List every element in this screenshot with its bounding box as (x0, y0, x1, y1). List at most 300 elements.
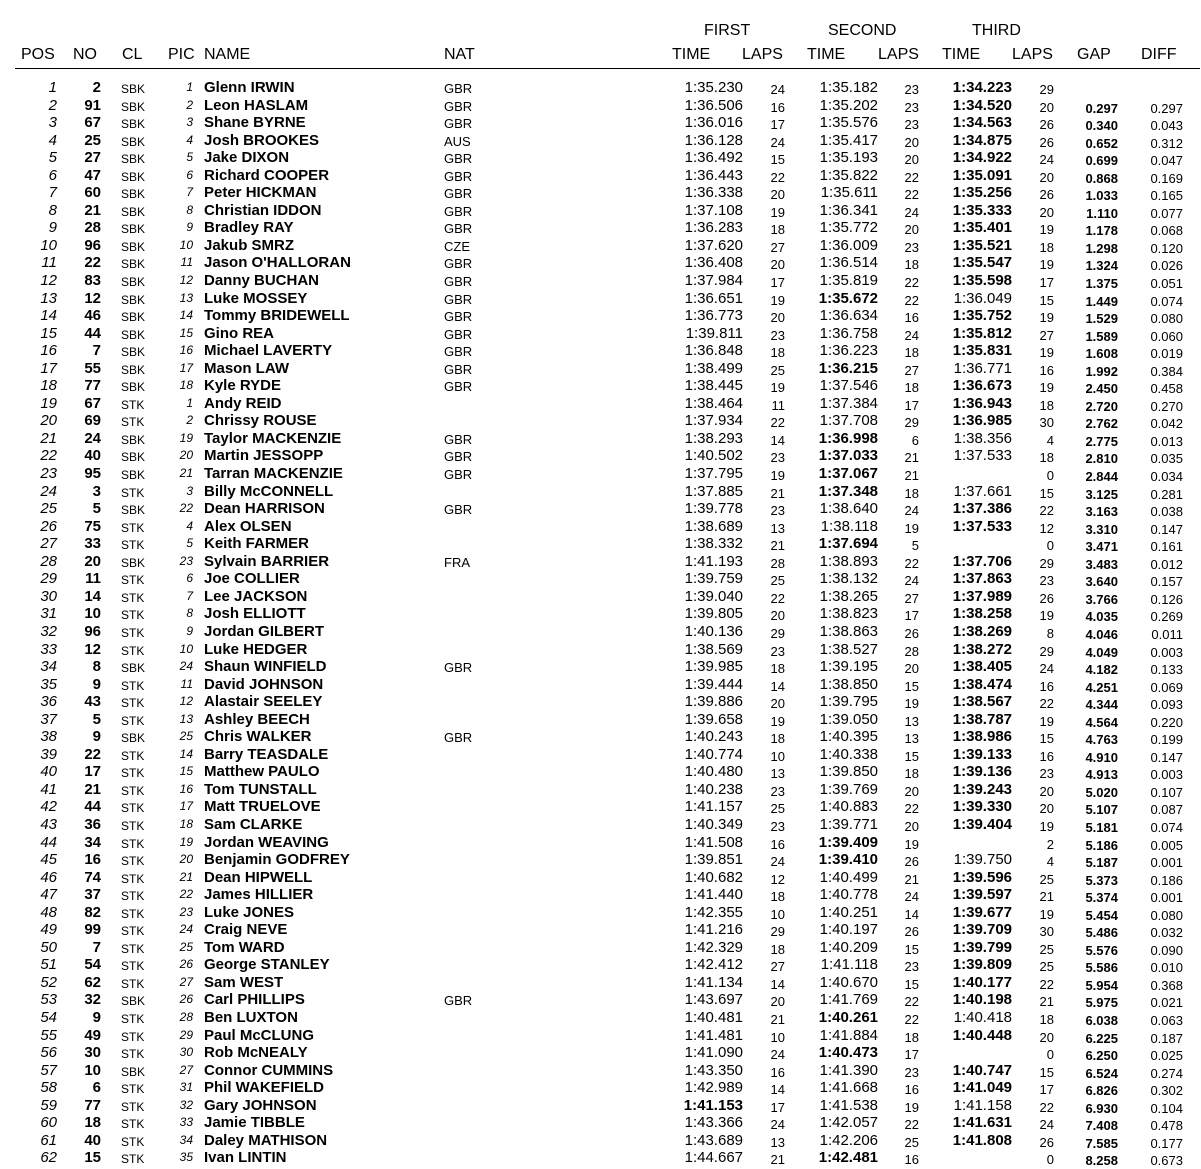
third-time: 1:39.750 (953, 851, 1012, 869)
second-laps: 22 (904, 801, 919, 817)
rider-name: Matthew PAULO (204, 763, 320, 781)
second-time: 1:40.670 (819, 973, 878, 991)
diff-cell: 0.003 (1150, 767, 1183, 783)
first-time: 1:43.350 (684, 1061, 743, 1079)
second-time: 1:37.033 (818, 447, 878, 465)
number-cell: 2 (92, 79, 101, 96)
pos-cell: 38 (40, 728, 57, 746)
second-time: 1:41.538 (819, 1096, 878, 1114)
rider-name: Tommy BRIDEWELL (204, 307, 350, 325)
first-time: 1:39.778 (684, 500, 743, 518)
table-row (0, 588, 1201, 606)
gap-cell: 1.608 (1085, 346, 1118, 362)
table-row (0, 290, 1201, 308)
diff-cell: 0.220 (1150, 714, 1183, 730)
number-cell: 82 (84, 903, 101, 921)
rider-name: Tom TUNSTALL (204, 780, 317, 798)
gap-cell: 1.033 (1085, 188, 1118, 204)
number-cell: 20 (84, 552, 101, 570)
diff-cell: 0.068 (1150, 223, 1183, 239)
first-laps: 13 (770, 1134, 785, 1150)
gap-cell: 5.186 (1085, 837, 1118, 853)
table-row (0, 342, 1201, 360)
table-row (0, 921, 1201, 939)
third-laps: 15 (1039, 731, 1054, 747)
third-laps: 15 (1039, 292, 1054, 308)
gap-cell: 1.375 (1085, 276, 1118, 292)
second-time: 1:38.863 (819, 622, 878, 640)
pos-cell: 32 (40, 622, 57, 640)
table-row (0, 816, 1201, 834)
second-time: 1:40.395 (819, 728, 878, 746)
gap-cell: 3.766 (1085, 591, 1118, 607)
third-time: 1:39.597 (952, 886, 1012, 904)
first-laps: 23 (770, 450, 785, 466)
third-laps: 8 (1046, 625, 1054, 641)
pos-cell: 48 (40, 903, 57, 921)
number-cell: 9 (92, 1008, 101, 1026)
first-laps: 24 (770, 82, 785, 97)
third-time: 1:40.418 (953, 1008, 1012, 1026)
pic-cell: 27 (179, 1062, 193, 1077)
class-cell: STK (121, 783, 145, 798)
gap-cell: 3.471 (1085, 539, 1118, 555)
table-row (0, 1062, 1201, 1080)
first-laps: 13 (770, 520, 785, 536)
first-time: 1:42.412 (684, 956, 743, 974)
diff-cell: 0.001 (1150, 855, 1183, 871)
nationality-cell: GBR (444, 431, 473, 447)
number-cell: 77 (84, 377, 101, 395)
gap-cell: 2.720 (1085, 398, 1118, 414)
number-cell: 9 (92, 728, 101, 746)
class-cell: SBK (121, 275, 146, 290)
second-laps: 13 (904, 731, 919, 747)
gap-cell: 6.930 (1085, 1100, 1118, 1116)
number-cell: 75 (84, 517, 101, 535)
second-time: 1:35.576 (819, 114, 878, 132)
number-cell: 30 (84, 1044, 101, 1062)
nationality-cell: GBR (444, 326, 473, 342)
header-diff: DIFF (1141, 46, 1177, 63)
second-time: 1:36.998 (818, 429, 878, 447)
second-laps: 19 (904, 836, 919, 852)
first-laps: 22 (770, 415, 785, 431)
table-row (0, 553, 1201, 571)
table-row (0, 97, 1201, 115)
first-time: 1:41.090 (684, 1044, 743, 1062)
second-laps: 29 (904, 415, 919, 431)
third-laps: 4 (1046, 432, 1054, 448)
class-cell: SBK (121, 468, 146, 483)
diff-cell: 0.177 (1150, 1135, 1183, 1151)
rider-name: Richard COOPER (204, 166, 330, 184)
table-row (0, 728, 1201, 746)
second-time: 1:41.668 (819, 1079, 878, 1097)
pos-cell: 49 (40, 921, 57, 939)
pic-cell: 21 (179, 466, 193, 481)
first-laps: 14 (770, 432, 785, 448)
class-cell: STK (121, 836, 145, 851)
header-second: SECOND (828, 22, 897, 39)
pic-cell: 18 (179, 816, 193, 831)
results-table (0, 79, 1201, 1167)
second-laps: 18 (904, 380, 919, 396)
first-laps: 24 (770, 854, 785, 870)
class-cell: SBK (121, 1064, 146, 1079)
diff-cell: 0.005 (1150, 837, 1183, 853)
pos-cell: 20 (40, 412, 57, 430)
third-laps: 15 (1039, 1064, 1054, 1080)
second-laps: 24 (904, 204, 919, 220)
pic-cell: 26 (179, 957, 193, 972)
class-cell: SBK (121, 555, 146, 570)
second-time: 1:37.546 (819, 377, 878, 395)
second-time: 1:40.261 (818, 1008, 878, 1026)
table-row (0, 834, 1201, 852)
rider-name: Taylor MACKENZIE (204, 429, 342, 447)
second-time: 1:39.050 (819, 710, 878, 728)
first-time: 1:38.499 (684, 359, 743, 377)
diff-cell: 0.093 (1150, 697, 1183, 713)
diff-cell: 0.012 (1150, 556, 1183, 572)
rider-name: Dean HARRISON (204, 500, 325, 518)
pic-cell: 11 (180, 676, 193, 691)
header-divider (15, 68, 1200, 69)
rider-name: Paul McCLUNG (204, 1026, 315, 1044)
diff-cell: 0.077 (1150, 205, 1183, 221)
rider-name: Alex OLSEN (204, 517, 292, 535)
number-cell: 46 (84, 307, 101, 325)
class-cell: STK (121, 1029, 145, 1044)
number-cell: 67 (84, 114, 101, 132)
second-time: 1:38.265 (819, 587, 878, 605)
rider-name: Josh BROOKES (204, 131, 320, 149)
header-no: NO (73, 46, 97, 63)
first-time: 1:40.136 (684, 622, 743, 640)
pic-cell: 22 (179, 887, 193, 902)
pos-cell: 46 (40, 868, 57, 886)
number-cell: 8 (92, 658, 101, 676)
table-row (0, 1044, 1201, 1062)
class-cell: SBK (121, 327, 146, 342)
number-cell: 21 (84, 201, 101, 219)
gap-cell: 1.298 (1085, 240, 1118, 256)
second-laps: 21 (904, 871, 919, 887)
pos-cell: 35 (40, 675, 57, 693)
class-cell: STK (121, 871, 145, 886)
table-row (0, 605, 1201, 623)
header-pic: PIC (168, 46, 195, 63)
second-time: 1:37.067 (818, 465, 878, 483)
diff-cell: 0.087 (1150, 802, 1183, 818)
first-time: 1:36.283 (684, 219, 743, 237)
table-row (0, 711, 1201, 729)
diff-cell: 0.157 (1150, 574, 1183, 590)
third-time: 1:39.243 (952, 780, 1012, 798)
first-laps: 27 (770, 239, 785, 255)
third-laps: 25 (1039, 871, 1054, 887)
class-cell: SBK (121, 257, 146, 272)
third-time: 1:39.677 (952, 903, 1012, 921)
second-time: 1:35.182 (819, 79, 878, 96)
second-laps: 20 (904, 222, 919, 238)
second-time: 1:41.769 (819, 991, 878, 1009)
number-cell: 99 (84, 921, 101, 939)
first-laps: 20 (770, 257, 785, 273)
pic-cell: 7 (186, 185, 193, 200)
table-row (0, 974, 1201, 992)
pos-cell: 59 (40, 1096, 57, 1114)
number-cell: 36 (84, 815, 101, 833)
second-laps: 20 (904, 661, 919, 677)
diff-cell: 0.297 (1150, 100, 1183, 116)
table-row (0, 377, 1201, 395)
number-cell: 62 (84, 973, 101, 991)
number-cell: 67 (84, 394, 101, 412)
first-laps: 17 (770, 275, 785, 291)
table-row (0, 693, 1201, 711)
number-cell: 11 (85, 570, 101, 588)
pic-cell: 3 (186, 115, 193, 130)
first-time: 1:40.774 (684, 745, 743, 763)
second-time: 1:40.473 (818, 1044, 878, 1062)
table-row (0, 904, 1201, 922)
gap-cell: 4.763 (1085, 732, 1118, 748)
first-time: 1:37.108 (684, 201, 743, 219)
third-laps: 23 (1039, 573, 1054, 589)
number-cell: 12 (84, 640, 101, 658)
nationality-cell: GBR (444, 203, 473, 219)
rider-name: Matt TRUELOVE (204, 798, 321, 816)
first-time: 1:36.016 (684, 114, 743, 132)
second-laps: 20 (904, 152, 919, 168)
table-row (0, 184, 1201, 202)
gap-cell: 5.576 (1085, 942, 1118, 958)
third-time: 1:38.356 (953, 429, 1012, 447)
pos-cell: 4 (48, 131, 57, 149)
pic-cell: 19 (179, 834, 193, 849)
first-laps: 18 (770, 222, 785, 238)
rider-name: Martin JESSOPP (204, 447, 324, 465)
third-laps: 0 (1046, 538, 1054, 554)
third-laps: 24 (1039, 152, 1054, 168)
first-time: 1:41.157 (684, 798, 743, 816)
third-time: 1:35.401 (952, 219, 1012, 237)
pic-cell: 29 (179, 1027, 193, 1042)
first-time: 1:39.759 (684, 570, 743, 588)
first-laps: 20 (770, 994, 785, 1010)
pos-cell: 23 (40, 465, 57, 483)
class-cell: SBK (121, 99, 146, 114)
gap-cell: 4.564 (1085, 714, 1118, 730)
pos-cell: 7 (48, 184, 57, 202)
number-cell: 3 (92, 482, 101, 500)
rider-name: Chrissy ROUSE (204, 412, 317, 430)
third-laps: 15 (1039, 485, 1054, 501)
class-cell: SBK (121, 380, 146, 395)
table-row (0, 500, 1201, 518)
second-laps: 24 (904, 503, 919, 519)
number-cell: 47 (84, 166, 101, 184)
third-laps: 29 (1039, 82, 1054, 97)
gap-cell: 7.408 (1085, 1118, 1118, 1134)
gap-cell: 2.810 (1085, 451, 1118, 467)
second-time: 1:39.195 (819, 658, 878, 676)
rider-name: Luke MOSSEY (204, 289, 308, 307)
pic-cell: 34 (179, 1132, 193, 1147)
first-laps: 17 (770, 117, 785, 133)
pos-cell: 39 (40, 745, 57, 763)
class-cell: SBK (121, 169, 146, 184)
pic-cell: 5 (186, 150, 193, 165)
class-cell: SBK (121, 731, 146, 746)
first-laps: 11 (771, 397, 785, 413)
number-cell: 77 (84, 1096, 101, 1114)
number-cell: 15 (84, 1149, 101, 1167)
first-laps: 14 (770, 678, 785, 694)
third-laps: 22 (1039, 503, 1054, 519)
second-time: 1:35.202 (819, 96, 878, 114)
nationality-cell: GBR (444, 344, 473, 360)
pos-cell: 21 (40, 429, 57, 447)
third-laps: 0 (1046, 1152, 1054, 1168)
gap-cell: 2.450 (1085, 381, 1118, 397)
pic-cell: 23 (179, 553, 193, 568)
number-cell: 28 (84, 219, 101, 237)
table-row (0, 1079, 1201, 1097)
third-laps: 0 (1046, 1047, 1054, 1063)
third-laps: 17 (1039, 275, 1054, 291)
table-row (0, 746, 1201, 764)
third-laps: 23 (1039, 766, 1054, 782)
second-laps: 22 (904, 292, 919, 308)
rider-name: Kyle RYDE (204, 377, 281, 395)
first-laps: 10 (770, 1029, 785, 1045)
class-cell: STK (121, 1099, 145, 1114)
header-pos: POS (21, 46, 55, 63)
pos-cell: 57 (40, 1061, 57, 1079)
class-cell: SBK (121, 292, 146, 307)
class-cell: STK (121, 643, 145, 658)
nationality-cell: CZE (444, 238, 470, 254)
pic-cell: 2 (186, 413, 193, 428)
rider-name: Carl PHILLIPS (204, 991, 305, 1009)
pic-cell: 14 (179, 308, 193, 323)
gap-cell: 6.826 (1085, 1083, 1118, 1099)
first-time: 1:38.445 (684, 377, 743, 395)
first-time: 1:42.355 (684, 903, 743, 921)
third-laps: 20 (1039, 1029, 1054, 1045)
class-cell: SBK (121, 345, 146, 360)
first-laps: 19 (770, 380, 785, 396)
second-time: 1:35.822 (819, 166, 878, 184)
first-time: 1:35.230 (684, 79, 743, 96)
pic-cell: 1 (186, 80, 193, 94)
second-time: 1:36.223 (819, 342, 878, 360)
gap-cell: 0.297 (1085, 100, 1118, 116)
second-time: 1:39.410 (818, 851, 878, 869)
third-laps: 20 (1039, 204, 1054, 220)
table-row (0, 465, 1201, 483)
second-laps: 16 (904, 1152, 919, 1168)
third-time: 1:40.448 (952, 1026, 1012, 1044)
second-time: 1:35.772 (819, 219, 878, 237)
second-laps: 13 (904, 713, 919, 729)
rider-name: Glenn IRWIN (204, 79, 295, 96)
third-time: 1:41.808 (952, 1131, 1012, 1149)
nationality-cell: GBR (444, 993, 473, 1009)
third-time: 1:36.771 (953, 359, 1012, 377)
rider-name: Shane BYRNE (204, 114, 306, 132)
pic-cell: 16 (179, 343, 193, 358)
gap-cell: 1.992 (1085, 363, 1118, 379)
third-laps: 19 (1039, 310, 1054, 326)
first-time: 1:37.984 (684, 272, 743, 290)
number-cell: 10 (84, 605, 101, 623)
diff-cell: 0.281 (1150, 486, 1183, 502)
first-time: 1:38.464 (684, 394, 743, 412)
second-laps: 18 (904, 1029, 919, 1045)
nationality-cell: GBR (444, 221, 473, 237)
pos-cell: 9 (48, 219, 57, 237)
pic-cell: 14 (179, 746, 193, 761)
header-laps3: LAPS (1012, 46, 1053, 63)
second-laps: 23 (904, 1064, 919, 1080)
pos-cell: 18 (40, 377, 57, 395)
second-time: 1:40.499 (819, 868, 878, 886)
third-time: 1:41.631 (952, 1114, 1012, 1132)
first-laps: 18 (770, 941, 785, 957)
table-row (0, 991, 1201, 1009)
rider-name: Jakub SMRZ (204, 236, 295, 254)
class-cell: STK (121, 573, 145, 588)
first-laps: 19 (770, 292, 785, 308)
third-time: 1:36.673 (952, 377, 1012, 395)
diff-cell: 0.302 (1150, 1083, 1183, 1099)
first-laps: 24 (770, 1047, 785, 1063)
pos-cell: 31 (40, 605, 57, 623)
first-time: 1:41.193 (684, 552, 743, 570)
diff-cell: 0.074 (1150, 293, 1183, 309)
pos-cell: 60 (40, 1114, 57, 1132)
third-time: 1:39.136 (952, 763, 1012, 781)
rider-name: Bradley RAY (204, 219, 294, 237)
class-cell: STK (121, 520, 145, 535)
first-laps: 16 (770, 99, 785, 115)
number-cell: 40 (84, 447, 101, 465)
class-cell: STK (121, 748, 145, 763)
pic-cell: 15 (179, 325, 193, 340)
first-time: 1:41.216 (684, 921, 743, 939)
first-time: 1:41.134 (684, 973, 743, 991)
pic-cell: 6 (186, 167, 193, 182)
rider-name: Benjamin GODFREY (204, 851, 350, 869)
second-time: 1:40.778 (819, 886, 878, 904)
table-row (0, 956, 1201, 974)
pic-cell: 18 (179, 378, 193, 393)
pos-cell: 1 (48, 79, 57, 96)
first-time: 1:41.153 (683, 1096, 743, 1114)
first-time: 1:38.332 (684, 535, 743, 553)
rider-name: Barry TEASDALE (204, 745, 329, 763)
second-laps: 16 (904, 1082, 919, 1098)
table-row (0, 272, 1201, 290)
pic-cell: 19 (179, 430, 193, 445)
first-time: 1:37.795 (684, 465, 743, 483)
third-time: 1:34.922 (952, 149, 1012, 167)
first-laps: 10 (770, 906, 785, 922)
